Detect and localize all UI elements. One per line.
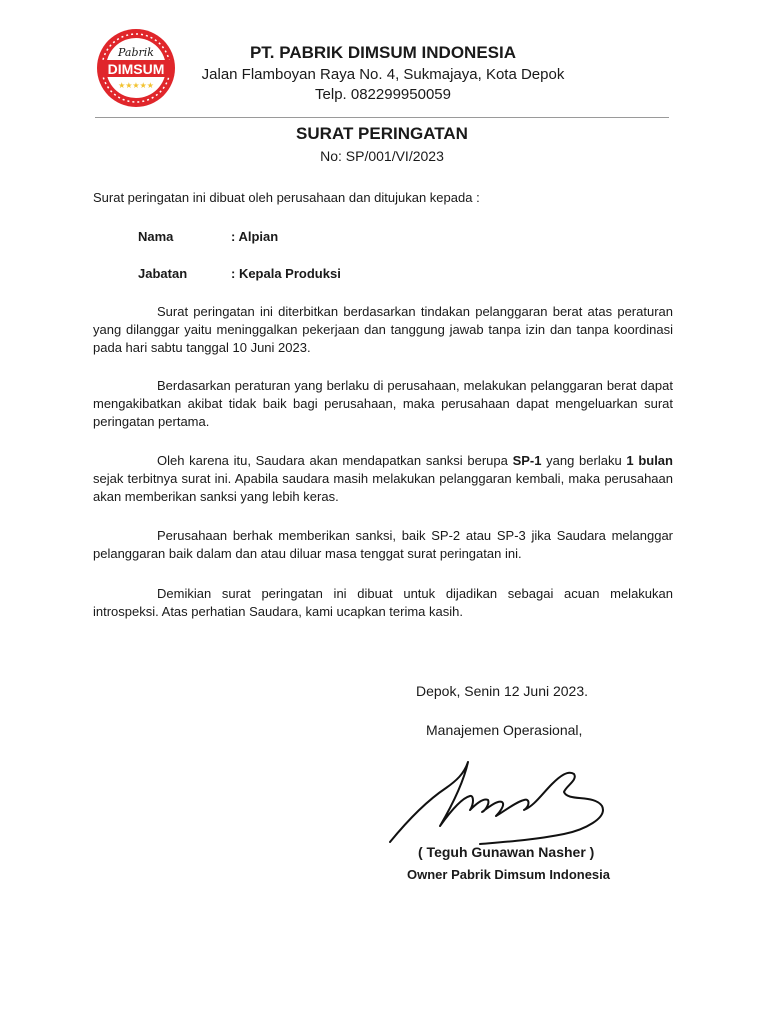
signer-name: ( Teguh Gunawan Nasher ) bbox=[418, 844, 595, 860]
sanction-text-a: Oleh karena itu, Saudara akan mendapatkan sanksi berupa bbox=[157, 453, 513, 468]
sanction-type: SP-1 bbox=[512, 453, 542, 468]
paragraph-further-sanction: Perusahaan berhak memberikan sanksi, baik SP-2 atau SP-3 jika Saudara melanggar pelanggaran baik dalam dan atau diluar masa tenggat surat peringatan ini. bbox=[93, 528, 673, 561]
position-label: Jabatan bbox=[138, 266, 188, 281]
paragraph-closing: Demikian surat peringatan ini dibuat untuk dijadikan sebagai acuan melakukan introspeksi. Atas perhatian Saudara, kami ucapkan terima kasih. bbox=[93, 586, 673, 619]
letter-title: SURAT PERINGATAN bbox=[296, 124, 468, 143]
company-logo bbox=[90, 27, 182, 109]
letter-number: No: SP/001/VI/2023 bbox=[320, 148, 444, 164]
paragraph-violation: Surat peringatan ini diterbitkan berdasarkan tindakan pelanggaran berat atas peraturan yang dilanggar yaitu meninggalkan pekerjaan dan tanggung jawab tanpa izin dan tanpa koordinasi pada hari sabtu tanggal 10 Juni 2023. bbox=[93, 304, 673, 355]
logo-main-text: DIMSUM bbox=[107, 61, 165, 77]
company-address: Jalan Flamboyan Raya No. 4, Sukmajaya, Kota Depok bbox=[201, 66, 565, 83]
logo-stars: ★★★★★ bbox=[118, 81, 154, 90]
name-value: : Alpian bbox=[231, 229, 279, 244]
signer-role: Manajemen Operasional, bbox=[426, 722, 583, 738]
paragraph-regulation: Berdasarkan peraturan yang berlaku di perusahaan, melakukan pelanggaran berat dapat mengakibatkan akibat tidak baik bagi perusahaan, maka perusahaan dapat mengeluarkan surat peringatan pertama. bbox=[93, 378, 673, 429]
name-label: Nama bbox=[138, 229, 174, 244]
position-value: : Kepala Produksi bbox=[231, 266, 341, 281]
sanction-text-e: sejak terbitnya surat ini. Apabila saudara masih melakukan pelanggaran kembali, maka perusahaan akan memberikan sanksi yang lebih keras. bbox=[93, 471, 673, 504]
header-divider bbox=[95, 117, 669, 118]
company-phone: Telp. 082299950059 bbox=[315, 86, 451, 103]
handwritten-signature bbox=[384, 750, 622, 850]
sanction-text-c: yang berlaku bbox=[541, 453, 627, 468]
signer-title: Owner Pabrik Dimsum Indonesia bbox=[407, 867, 610, 882]
date-line: Depok, Senin 12 Juni 2023. bbox=[416, 683, 589, 699]
intro-text: Surat peringatan ini dibuat oleh perusahaan dan ditujukan kepada : bbox=[93, 190, 480, 205]
company-name: PT. PABRIK DIMSUM INDONESIA bbox=[249, 43, 517, 62]
paragraph-sanction bbox=[93, 452, 673, 506]
sanction-duration: 1 bulan bbox=[626, 453, 673, 468]
logo-top-text: Pabrik bbox=[118, 46, 154, 59]
